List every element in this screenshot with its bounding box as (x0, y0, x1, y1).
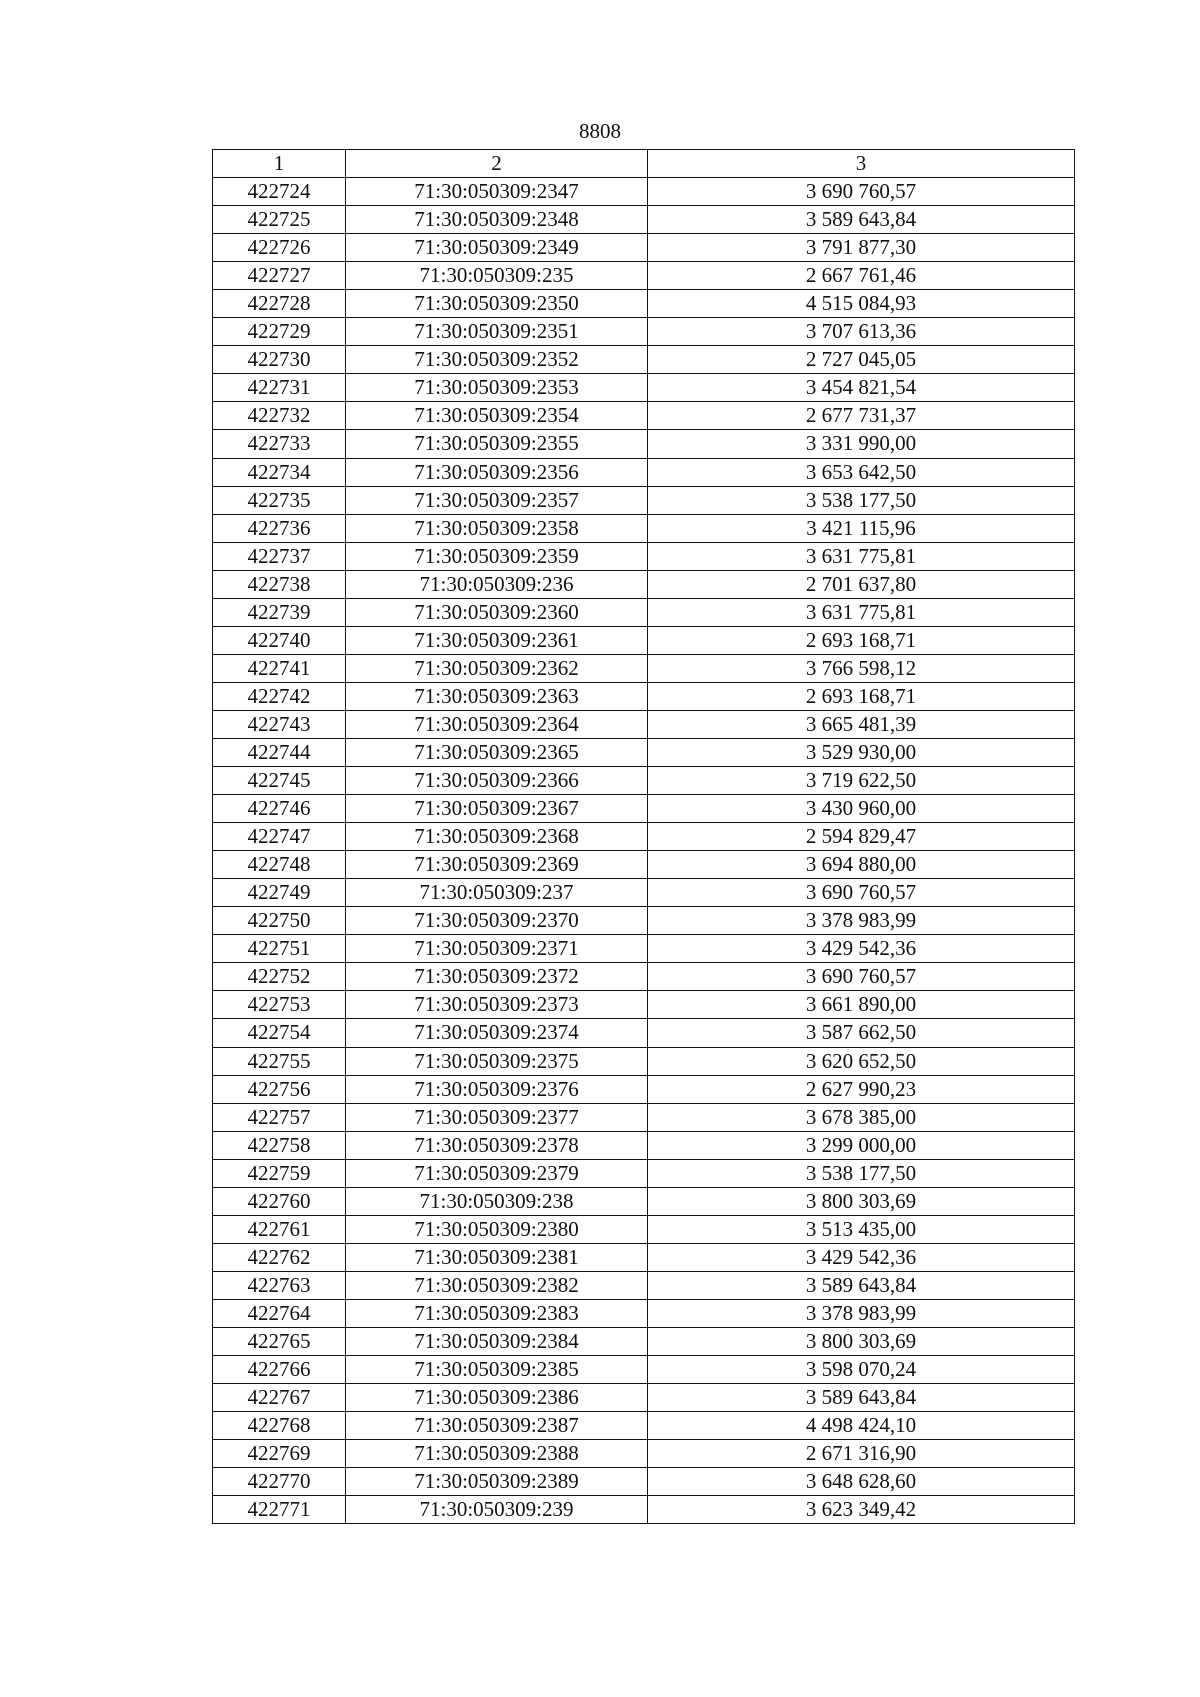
table-row (213, 1327, 1075, 1355)
cadastral-number-cell: 71:30:050309:2362 (346, 654, 648, 682)
row-number-cell: 422749 (213, 879, 346, 907)
cadastral-number-cell: 71:30:050309:2384 (346, 1327, 648, 1355)
row-number-cell: 422743 (213, 710, 346, 738)
row-number-cell: 422771 (213, 1496, 346, 1524)
row-number-cell: 422758 (213, 1131, 346, 1159)
table-row (213, 402, 1075, 430)
column-header-3: 3 (648, 150, 1075, 178)
cadastral-value-cell: 3 421 115,96 (648, 514, 1075, 542)
row-number-cell: 422761 (213, 1215, 346, 1243)
cadastral-value-cell: 3 378 983,99 (648, 907, 1075, 935)
row-number-cell: 422759 (213, 1159, 346, 1187)
table-row (213, 710, 1075, 738)
page-number: 8808 (579, 119, 621, 143)
column-header-1: 1 (213, 150, 346, 178)
row-number-cell: 422754 (213, 1019, 346, 1047)
cadastral-value-cell: 3 800 303,69 (648, 1327, 1075, 1355)
cadastral-number-cell: 71:30:050309:2353 (346, 374, 648, 402)
cadastral-value-cell: 3 429 542,36 (648, 1243, 1075, 1271)
cadastral-number-cell: 71:30:050309:2357 (346, 486, 648, 514)
table-row (213, 234, 1075, 262)
row-number-cell: 422736 (213, 514, 346, 542)
table-row (213, 598, 1075, 626)
cadastral-value-cell: 3 631 775,81 (648, 598, 1075, 626)
cadastral-value-cell: 3 620 652,50 (648, 1047, 1075, 1075)
row-number-cell: 422738 (213, 570, 346, 598)
cadastral-number-cell: 71:30:050309:2387 (346, 1412, 648, 1440)
cadastral-number-cell: 71:30:050309:2379 (346, 1159, 648, 1187)
cadastral-number-cell: 71:30:050309:2389 (346, 1468, 648, 1496)
table-row (213, 654, 1075, 682)
cadastral-number-cell: 71:30:050309:2371 (346, 935, 648, 963)
table-row (213, 542, 1075, 570)
cadastral-number-cell: 71:30:050309:2372 (346, 963, 648, 991)
row-number-cell: 422742 (213, 682, 346, 710)
cadastral-value-cell: 3 598 070,24 (648, 1356, 1075, 1384)
cadastral-number-cell: 71:30:050309:2368 (346, 823, 648, 851)
cadastral-value-cell: 3 589 643,84 (648, 1384, 1075, 1412)
cadastral-value-cell: 3 538 177,50 (648, 486, 1075, 514)
cadastral-value-cell: 3 538 177,50 (648, 1159, 1075, 1187)
cadastral-number-cell: 71:30:050309:2376 (346, 1075, 648, 1103)
table-row (213, 626, 1075, 654)
cadastral-value-cell: 3 378 983,99 (648, 1299, 1075, 1327)
cadastral-value-cell: 2 701 637,80 (648, 570, 1075, 598)
row-number-cell: 422735 (213, 486, 346, 514)
cadastral-value-cell: 3 766 598,12 (648, 654, 1075, 682)
cadastral-number-cell: 71:30:050309:238 (346, 1187, 648, 1215)
cadastral-value-cell: 3 690 760,57 (648, 178, 1075, 206)
cadastral-value-cell: 2 594 829,47 (648, 823, 1075, 851)
table-row (213, 1468, 1075, 1496)
cadastral-value-cell: 3 791 877,30 (648, 234, 1075, 262)
cadastral-number-cell: 71:30:050309:2354 (346, 402, 648, 430)
table-row (213, 178, 1075, 206)
table-row (213, 570, 1075, 598)
cadastral-number-cell: 71:30:050309:2355 (346, 430, 648, 458)
cadastral-value-cell: 3 690 760,57 (648, 879, 1075, 907)
column-header-2: 2 (346, 150, 648, 178)
row-number-cell: 422770 (213, 1468, 346, 1496)
cadastral-number-cell: 71:30:050309:2383 (346, 1299, 648, 1327)
row-number-cell: 422726 (213, 234, 346, 262)
cadastral-number-cell: 71:30:050309:2380 (346, 1215, 648, 1243)
table-row (213, 458, 1075, 486)
cadastral-number-cell: 71:30:050309:2388 (346, 1440, 648, 1468)
cadastral-number-cell: 71:30:050309:239 (346, 1496, 648, 1524)
cadastral-number-cell: 71:30:050309:2386 (346, 1384, 648, 1412)
cadastral-value-cell: 3 454 821,54 (648, 374, 1075, 402)
row-number-cell: 422737 (213, 542, 346, 570)
table-row (213, 430, 1075, 458)
row-number-cell: 422734 (213, 458, 346, 486)
cadastral-value-cell: 3 299 000,00 (648, 1131, 1075, 1159)
cadastral-number-cell: 71:30:050309:2350 (346, 290, 648, 318)
table-row (213, 823, 1075, 851)
table-row (213, 1271, 1075, 1299)
row-number-cell: 422769 (213, 1440, 346, 1468)
cadastral-value-cell: 3 694 880,00 (648, 851, 1075, 879)
row-number-cell: 422762 (213, 1243, 346, 1271)
cadastral-number-cell: 71:30:050309:2369 (346, 851, 648, 879)
row-number-cell: 422744 (213, 738, 346, 766)
cadastral-value-cell: 3 631 775,81 (648, 542, 1075, 570)
cadastral-value-cell: 3 707 613,36 (648, 318, 1075, 346)
table-row (213, 1440, 1075, 1468)
table-row (213, 206, 1075, 234)
cadastral-number-cell: 71:30:050309:2373 (346, 991, 648, 1019)
cadastral-number-cell: 71:30:050309:2347 (346, 178, 648, 206)
cadastral-value-cell: 3 678 385,00 (648, 1103, 1075, 1131)
cadastral-value-cell: 3 589 643,84 (648, 1271, 1075, 1299)
cadastral-number-cell: 71:30:050309:2370 (346, 907, 648, 935)
table-row (213, 1131, 1075, 1159)
cadastral-number-cell: 71:30:050309:2375 (346, 1047, 648, 1075)
cadastral-number-cell: 71:30:050309:235 (346, 262, 648, 290)
cadastral-number-cell: 71:30:050309:2382 (346, 1271, 648, 1299)
row-number-cell: 422730 (213, 346, 346, 374)
row-number-cell: 422767 (213, 1384, 346, 1412)
row-number-cell: 422763 (213, 1271, 346, 1299)
cadastral-value-cell: 2 693 168,71 (648, 626, 1075, 654)
row-number-cell: 422724 (213, 178, 346, 206)
cadastral-value-cell: 3 430 960,00 (648, 795, 1075, 823)
row-number-cell: 422727 (213, 262, 346, 290)
table-row (213, 1215, 1075, 1243)
cadastral-value-cell: 3 661 890,00 (648, 991, 1075, 1019)
table-row (213, 486, 1075, 514)
cadastral-value-table (212, 149, 1075, 1524)
cadastral-value-cell: 3 623 349,42 (648, 1496, 1075, 1524)
cadastral-value-cell: 4 515 084,93 (648, 290, 1075, 318)
cadastral-number-cell: 71:30:050309:2385 (346, 1356, 648, 1384)
table-row (213, 1384, 1075, 1412)
cadastral-number-cell: 71:30:050309:2374 (346, 1019, 648, 1047)
cadastral-value-cell: 3 589 643,84 (648, 206, 1075, 234)
table-row (213, 795, 1075, 823)
row-number-cell: 422728 (213, 290, 346, 318)
row-number-cell: 422753 (213, 991, 346, 1019)
row-number-cell: 422766 (213, 1356, 346, 1384)
row-number-cell: 422764 (213, 1299, 346, 1327)
table-row (213, 1019, 1075, 1047)
cadastral-value-cell: 3 690 760,57 (648, 963, 1075, 991)
cadastral-number-cell: 71:30:050309:2377 (346, 1103, 648, 1131)
row-number-cell: 422755 (213, 1047, 346, 1075)
table-row (213, 1187, 1075, 1215)
cadastral-number-cell: 71:30:050309:2351 (346, 318, 648, 346)
row-number-cell: 422739 (213, 598, 346, 626)
table-row (213, 1075, 1075, 1103)
table-row (213, 851, 1075, 879)
table-row (213, 1496, 1075, 1524)
row-number-cell: 422729 (213, 318, 346, 346)
row-number-cell: 422768 (213, 1412, 346, 1440)
cadastral-number-cell: 71:30:050309:2356 (346, 458, 648, 486)
cadastral-number-cell: 71:30:050309:2363 (346, 682, 648, 710)
table-row (213, 1243, 1075, 1271)
cadastral-value-cell: 2 627 990,23 (648, 1075, 1075, 1103)
cadastral-number-cell: 71:30:050309:2359 (346, 542, 648, 570)
cadastral-number-cell: 71:30:050309:237 (346, 879, 648, 907)
table-row (213, 963, 1075, 991)
cadastral-number-cell: 71:30:050309:2364 (346, 710, 648, 738)
table-row (213, 767, 1075, 795)
cadastral-number-cell: 71:30:050309:2352 (346, 346, 648, 374)
cadastral-value-cell: 3 587 662,50 (648, 1019, 1075, 1047)
cadastral-number-cell: 71:30:050309:2348 (346, 206, 648, 234)
cadastral-value-cell: 3 800 303,69 (648, 1187, 1075, 1215)
cadastral-value-cell: 3 513 435,00 (648, 1215, 1075, 1243)
table-row (213, 1047, 1075, 1075)
row-number-cell: 422740 (213, 626, 346, 654)
table-row (213, 738, 1075, 766)
cadastral-value-cell: 3 429 542,36 (648, 935, 1075, 963)
row-number-cell: 422745 (213, 767, 346, 795)
cadastral-number-cell: 71:30:050309:2367 (346, 795, 648, 823)
table-row (213, 1103, 1075, 1131)
table-row (213, 682, 1075, 710)
row-number-cell: 422765 (213, 1327, 346, 1355)
cadastral-value-cell: 2 677 731,37 (648, 402, 1075, 430)
cadastral-value-cell: 2 671 316,90 (648, 1440, 1075, 1468)
table-row (213, 1356, 1075, 1384)
cadastral-value-cell: 3 529 930,00 (648, 738, 1075, 766)
table-row (213, 991, 1075, 1019)
row-number-cell: 422750 (213, 907, 346, 935)
cadastral-number-cell: 71:30:050309:2358 (346, 514, 648, 542)
table-row (213, 1299, 1075, 1327)
table-body (213, 178, 1075, 1524)
row-number-cell: 422757 (213, 1103, 346, 1131)
row-number-cell: 422752 (213, 963, 346, 991)
cadastral-number-cell: 71:30:050309:2378 (346, 1131, 648, 1159)
row-number-cell: 422732 (213, 402, 346, 430)
table-row (213, 1412, 1075, 1440)
row-number-cell: 422733 (213, 430, 346, 458)
cadastral-value-cell: 3 719 622,50 (648, 767, 1075, 795)
cadastral-number-cell: 71:30:050309:2361 (346, 626, 648, 654)
cadastral-value-cell: 3 331 990,00 (648, 430, 1075, 458)
row-number-cell: 422725 (213, 206, 346, 234)
cadastral-number-cell: 71:30:050309:2365 (346, 738, 648, 766)
table-row (213, 318, 1075, 346)
table-row (213, 879, 1075, 907)
table-row (213, 374, 1075, 402)
table-row (213, 346, 1075, 374)
row-number-cell: 422760 (213, 1187, 346, 1215)
cadastral-value-cell: 3 665 481,39 (648, 710, 1075, 738)
cadastral-number-cell: 71:30:050309:2381 (346, 1243, 648, 1271)
row-number-cell: 422751 (213, 935, 346, 963)
table-row (213, 935, 1075, 963)
row-number-cell: 422746 (213, 795, 346, 823)
table-row (213, 1159, 1075, 1187)
cadastral-value-cell: 3 653 642,50 (648, 458, 1075, 486)
cadastral-value-cell: 2 693 168,71 (648, 682, 1075, 710)
table-row (213, 907, 1075, 935)
row-number-cell: 422756 (213, 1075, 346, 1103)
cadastral-number-cell: 71:30:050309:2366 (346, 767, 648, 795)
row-number-cell: 422747 (213, 823, 346, 851)
row-number-cell: 422748 (213, 851, 346, 879)
cadastral-value-cell: 2 727 045,05 (648, 346, 1075, 374)
table-header-row (213, 150, 1075, 178)
cadastral-value-cell: 4 498 424,10 (648, 1412, 1075, 1440)
table-row (213, 262, 1075, 290)
cadastral-number-cell: 71:30:050309:2349 (346, 234, 648, 262)
table-row (213, 514, 1075, 542)
cadastral-value-cell: 2 667 761,46 (648, 262, 1075, 290)
cadastral-value-cell: 3 648 628,60 (648, 1468, 1075, 1496)
cadastral-number-cell: 71:30:050309:2360 (346, 598, 648, 626)
cadastral-number-cell: 71:30:050309:236 (346, 570, 648, 598)
table-row (213, 290, 1075, 318)
row-number-cell: 422731 (213, 374, 346, 402)
row-number-cell: 422741 (213, 654, 346, 682)
